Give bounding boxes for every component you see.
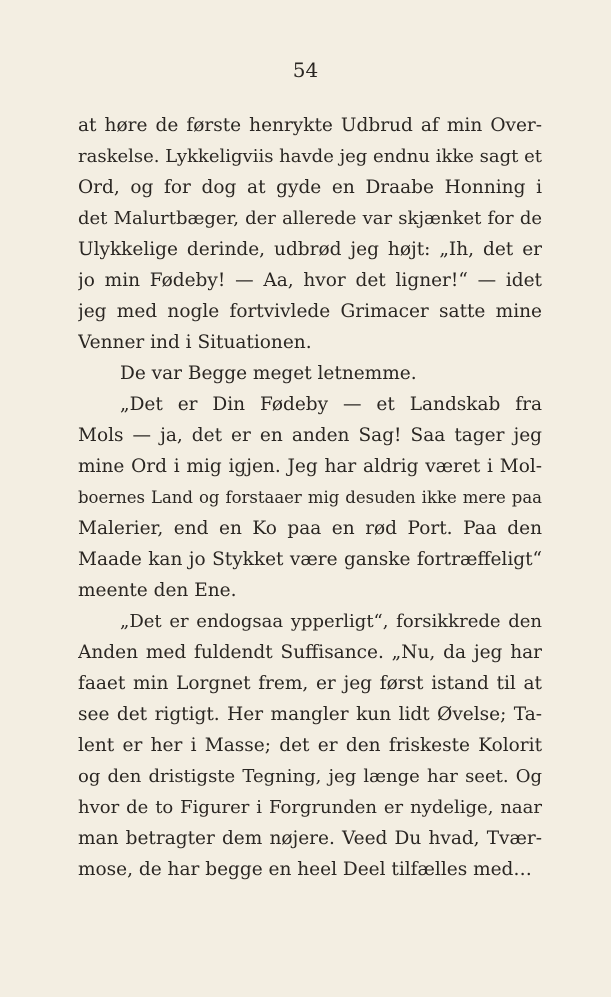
text-line: man betragter dem nøjere. Veed Du hvad, Tvær-	[78, 828, 542, 849]
text-line: jo min Fødeby! — Aa, hvor det ligner!“ — idet	[78, 270, 542, 291]
text-line: see det rigtigt. Her mangler kun lidt Øvelse; Ta-	[78, 704, 542, 725]
text-line: Malerier, end en Ko paa en rød Port. Paa den	[78, 518, 542, 539]
text-line: det Malurtbæger, der allerede var skjænket for de	[78, 208, 542, 229]
page-number: 54	[292, 58, 319, 82]
text-line: at høre de første henrykte Udbrud af min Over-	[78, 115, 542, 136]
text-line: De var Begge meget letnemme.	[120, 363, 417, 384]
text-line: Venner ind i Situationen.	[78, 332, 312, 353]
text-line: raskelse. Lykkeligviis havde jeg endnu ikke sagt et	[78, 146, 542, 167]
text-line: Anden med fuldendt Suffisance. „Nu, da jeg har	[78, 642, 542, 663]
text-line: mose, de har begge en heel Deel tilfælles med…	[78, 859, 532, 880]
text-line: mine Ord i mig igjen. Jeg har aldrig været i Mol-	[78, 456, 542, 477]
text-line: meente den Ene.	[78, 580, 237, 601]
text-line: faaet min Lorgnet frem, er jeg først istand til at	[78, 673, 542, 694]
text-line: Ulykkelige derinde, udbrød jeg højt: „Ih, det er	[78, 239, 542, 260]
text-line: Maade kan jo Stykket være ganske fortræffeligt“	[78, 549, 542, 570]
text-line: hvor de to Figurer i Forgrunden er nydelige, naar	[78, 797, 542, 818]
text-line: og den dristigste Tegning, jeg længe har seet. Og	[78, 766, 542, 787]
text-line: „Det er Din Fødeby — et Landskab fra	[120, 394, 542, 415]
body-text	[78, 110, 542, 885]
text-line: Ord, og for dog at gyde en Draabe Honning i	[78, 177, 542, 198]
text-line: „Det er endogsaa ypperligt“, forsikkrede den	[120, 611, 542, 632]
text-line: boernes Land og forstaaer mig desuden ikke mere paa	[78, 488, 542, 507]
text-line: Mols — ja, det er en anden Sag! Saa tager jeg	[78, 425, 542, 446]
text-line: lent er her i Masse; det er den friskeste Kolorit	[78, 735, 542, 756]
text-line: jeg med nogle fortvivlede Grimacer satte mine	[78, 301, 542, 322]
